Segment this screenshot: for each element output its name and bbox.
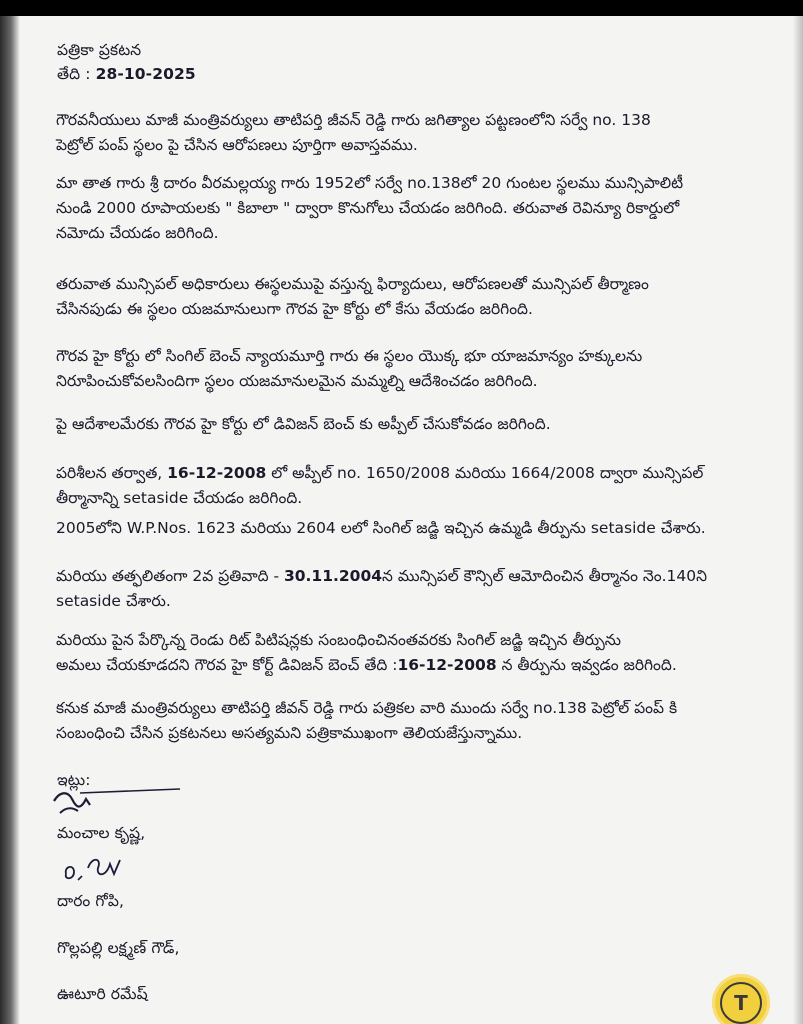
logo-letter: T [734,991,748,1015]
signatory-name: మంచాల కృష్ణ, [57,824,146,842]
text-scanner-logo-icon [712,974,770,1024]
paragraph-line: గౌరవనీయులు మాజీ మంత్రివర్యులు తాటిపర్తి జీవన్ రెడ్డి గారు జగిత్యాల పట్టణంలోని సర్వే no. 138 [56,111,651,129]
paragraph-council-resolution [56,564,756,614]
paragraph-division-bench-appeal [56,412,756,437]
text-run: అమలు చేయకూడదని గౌరవ హై కోర్ట్ డివిజన్ బెంచ్ తేది : [56,656,398,674]
date-label: తేది : [57,65,96,83]
paragraph-allegation [56,108,756,158]
paragraph-line: తీర్మానాన్ని setaside చేయడం జరిగింది. [56,489,303,507]
judgment-date: 16-12-2008 [167,464,267,482]
screen-top-bar [0,0,803,16]
paragraph-line: 2005లోని W.P.Nos. 1623 మరియు 2604 లలో సింగిల్ జడ్జి ఇచ్చిన ఉమ్మడి తీర్పును setaside చేశారు. [56,519,706,537]
paragraph-line: మా తాత గారు శ్రీ దారం వీరమల్లయ్య గారు 1952లో సర్వే no.138లో 20 గుంటల స్థలము మున్సిపాలిటీ [56,174,684,192]
paragraph-division-bench-judgment [56,628,756,678]
paragraph-line: చేసినపుడు ఈ స్థలం యజమానులుగా గౌరవ హై కోర్టు లో కేసు వేయడం జరిగింది. [56,300,533,318]
text-run: న తీర్పును ఇవ్వడం జరిగింది. [496,656,677,674]
judgment-date: 16-12-2008 [397,656,497,674]
paragraph-line [56,564,756,589]
paragraph-line [56,461,756,486]
text-run: పరిశీలన తర్వాత, [56,464,168,482]
date-value: 28-10-2025 [95,65,196,83]
paragraph-conclusion [56,696,756,746]
paragraph-line: పై ఆదేశాలమేరకు గౌరవ హై కోర్టు లో డివిజన్ బెంచ్ కు అప్పీల్ చేసుకోవడం జరిగింది. [56,415,551,433]
text-run: మరియు తత్ఫలితంగా 2వ ప్రతివాది - [56,567,284,585]
paragraph-line: నుండి 2000 రూపాయలకు " కిబాలా " ద్వారా కొనుగోలు చేయడం జరిగింది. తరువాత రెవిన్యూ రికార్డులో [56,199,680,217]
sign-off-label: ఇట్లు: [57,771,91,789]
signature-scribble-2 [62,848,132,888]
paragraph-line: పెట్రోల్ పంప్ స్థలం పై చేసిన ఆరోపణలు పూర్తిగా అవాస్తవము. [56,136,418,154]
paragraph-line: కనుక మాజీ మంత్రివర్యులు తాటిపర్తి జీవన్ రెడ్డి గారు పత్రికల వారి ముందు సర్వే no.138 పెట్రోల్ పంప్ కి [56,699,678,717]
paragraph-single-bench [56,344,756,394]
press-release-page [0,16,803,1024]
paragraph-line: నిరూపించుకోవలసిందిగా స్థలం యజమానులమైన మమ్మల్ని ఆదేశించడం జరిగింది. [56,372,538,390]
paragraph-line [56,653,756,678]
signatory-name: ఊటూరి రమేష్ [57,985,148,1003]
signatory-name: గొల్లపల్లి లక్ష్మణ్ గౌడ్, [57,939,180,957]
paragraph-line: గౌరవ హై కోర్టు లో సింగిల్ బెంచ్ న్యాయమూర్తి గారు ఈ స్థలం యొక్క భూ యాజమాన్యం హక్కులను [56,347,643,365]
paragraph-purchase-history [56,171,756,246]
document-title: పత్రికా ప్రకటన [57,41,142,59]
signature-scribble-1 [50,781,190,821]
page-edge-shadow-right [793,16,803,1024]
paragraph-line: తరువాత మున్సిపల్ అధికారులు ఈస్థలముపై వస్తున్న ఫిర్యాదులు, ఆరోపణలతో మున్సిపల్ తీర్మాణం [56,275,649,293]
paragraph-line: నమోదు చేయడం జరిగింది. [56,224,219,242]
paragraph-appeal-result [56,461,756,511]
document-date [57,62,196,87]
paragraph-municipal-resolution [56,272,756,322]
paragraph-line: setaside చేశారు. [56,592,171,610]
signatory-name: దారం గోపి, [57,892,124,910]
resolution-date: 30.11.2004 [283,567,383,585]
page-edge-shadow [0,16,20,1024]
text-run: న మున్సిపల్ కౌన్సిల్ ఆమోదించిన తీర్మానం నెం.140ని [382,567,707,585]
paragraph-line: సంబంధించి చేసిన ప్రకటనలు అసత్యమని పత్రికాముఖంగా తెలియజేస్తున్నాము. [56,724,523,742]
text-run: లో అప్పీల్ no. 1650/2008 మరియు 1664/2008 ద్వారా మున్సిపల్ [266,464,704,482]
paragraph-line: మరియు పైన పేర్కొన్న రెండు రిట్ పిటిషన్లకు సంబంధించినంతవరకు సింగిల్ జడ్జి ఇచ్చిన తీర్పును [56,631,622,649]
paragraph-writ-petitions [56,516,756,541]
